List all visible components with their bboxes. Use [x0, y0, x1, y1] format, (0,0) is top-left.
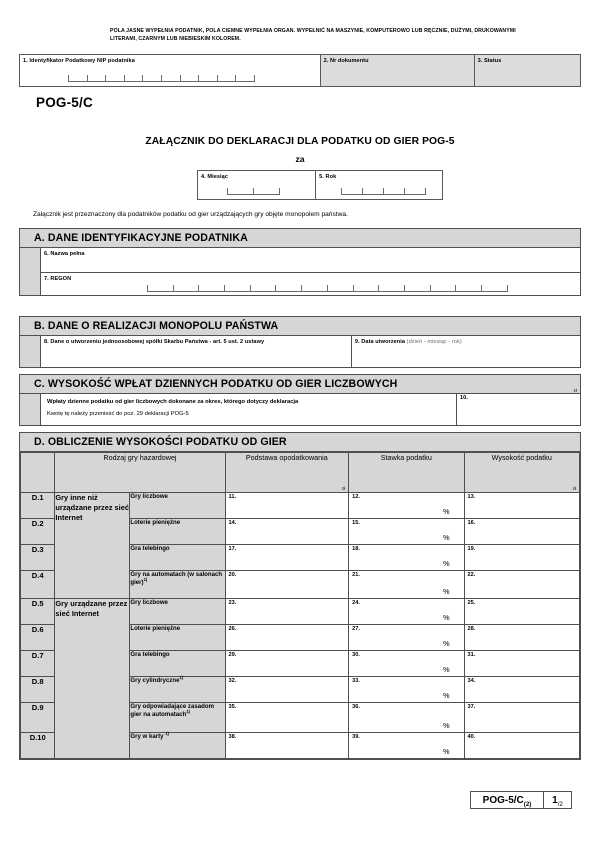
amount-input-d10[interactable]	[464, 733, 579, 759]
daily-payments-line2: Kwotę tę należy przenieść do poz. 29 deklaracji POG-5	[47, 411, 189, 417]
row-name-d3-text: Gra telebingo	[130, 545, 170, 552]
amount-pos-d8: 34.	[467, 678, 476, 684]
percent-d5: %	[442, 613, 450, 622]
section-d-heading: D. OBLICZENIE WYSOKOŚCI PODATKU OD GIER	[20, 433, 580, 452]
attachment-note: Załącznik jest przeznaczony dla podatników podatku od gier urządzających gry objęte monopolem państwa.	[33, 211, 348, 218]
section-a-heading: A. DANE IDENTYFIKACYJNE PODATNIKA	[20, 229, 580, 248]
regon-field[interactable]	[41, 273, 580, 295]
column-header-kind: Rodzaj gry hazardowej	[55, 453, 225, 493]
amount-input-d9[interactable]	[464, 703, 579, 733]
row-name-d10	[130, 730, 225, 759]
table-row	[21, 599, 580, 625]
rate-input-d3[interactable]	[349, 545, 464, 571]
daily-payments-description	[41, 394, 456, 425]
amount-input-d4[interactable]	[464, 571, 579, 599]
row-name-d9-sup: 1)	[186, 708, 190, 714]
amount-input-d2[interactable]	[464, 519, 579, 545]
percent-d2: %	[442, 533, 450, 542]
column-header-amount	[464, 453, 579, 493]
page-footer	[470, 791, 572, 809]
monopoly-company-label: 8. Dane o utworzeniu jednoosobowej spółki Skarbu Państwa - art. 5 ust. 2 ustawy	[44, 338, 265, 345]
rate-pos-d9: 36.	[352, 704, 360, 710]
month-field[interactable]	[198, 171, 315, 199]
row-id-d3: D.3	[21, 545, 55, 571]
rate-pos-d1: 12.	[352, 494, 360, 500]
row-name-d8	[130, 674, 225, 703]
column-header-id	[21, 453, 55, 493]
section-b-heading: B. DANE O REALIZACJI MONOPOLU PAŃSTWA	[20, 317, 580, 336]
percent-d9: %	[442, 721, 450, 730]
month-comb-cells[interactable]	[227, 186, 280, 195]
row-name-d5	[130, 599, 225, 625]
base-input-d1[interactable]	[225, 493, 349, 519]
rate-input-d5[interactable]	[349, 599, 464, 625]
section-a-gutter	[20, 248, 41, 295]
rate-pos-d2: 15.	[352, 520, 360, 526]
za-label: za	[295, 154, 305, 164]
amount-input-d6[interactable]	[464, 625, 579, 651]
year-comb-cells[interactable]	[341, 186, 426, 195]
section-b-gutter	[20, 336, 41, 367]
percent-d4: %	[442, 587, 450, 596]
percent-d1: %	[442, 507, 450, 516]
section-c-heading-text: C. WYSOKOŚĆ WPŁAT DZIENNYCH PODATKU OD GIER LICZBOWYCH	[34, 378, 398, 390]
base-input-d9[interactable]	[225, 703, 349, 733]
month-label: 4. Miesiąc	[201, 173, 228, 180]
base-pos-d1: 11.	[228, 494, 237, 500]
base-input-d4[interactable]	[225, 571, 349, 599]
base-pos-d3: 17.	[228, 546, 237, 552]
rate-input-d8[interactable]	[349, 677, 464, 703]
row-name-d8-sup: 1)	[179, 674, 184, 680]
nip-field[interactable]	[20, 55, 320, 86]
amount-pos-d7: 31.	[467, 652, 476, 658]
row-id-d7: D.7	[21, 651, 55, 677]
footer-form-code-text: POG-5/C	[482, 795, 524, 806]
column-header-amount-text: Wysokość podatku	[491, 453, 552, 462]
base-pos-d10: 38.	[228, 734, 237, 740]
regon-comb-cells[interactable]	[147, 283, 508, 292]
base-pos-d7: 29.	[228, 652, 237, 658]
amount-pos-d5: 25.	[467, 600, 476, 606]
rate-input-d2[interactable]	[349, 519, 464, 545]
amount-input-d1[interactable]	[464, 493, 579, 519]
period-row	[197, 170, 443, 200]
percent-d6: %	[442, 639, 450, 648]
daily-payments-line1: Wpłaty dzienne podatku od gier liczbowych dokonane za okres, którego dotyczy deklaracja	[47, 399, 299, 405]
rate-input-d9[interactable]	[349, 703, 464, 733]
base-input-d2[interactable]	[225, 519, 349, 545]
rate-pos-d5: 24.	[352, 600, 360, 606]
nazwa-pelna-field[interactable]	[41, 248, 580, 273]
creation-date-label	[352, 336, 580, 345]
form-instruction: POLA JASNE WYPEŁNIA PODATNIK, POLA CIEMNE WYPEŁNIA ORGAN. WYPEŁNIĆ NA MASZYNIE, KOMPUTEROWO LUB RĘCZNIE, DUŻYMI, DRUKOWANYMI LITERAMI, CZARNYM LUB NIEBIESKIM KOLOREM.	[110, 28, 516, 43]
base-pos-d2: 14.	[228, 520, 237, 526]
group-label-non-internet: Gry inne niż urządzane przez sieć Internet	[55, 493, 130, 599]
section-c-currency: zł	[573, 388, 577, 393]
row-name-d3	[130, 545, 225, 571]
year-field[interactable]	[315, 171, 442, 199]
base-pos-d8: 32.	[228, 678, 237, 684]
row-name-d5-text: Gry liczbowe	[130, 599, 168, 606]
row-name-d4-text: Gry na automatach (w salonach gier)	[130, 571, 223, 586]
percent-d7: %	[442, 665, 450, 674]
base-input-d7[interactable]	[225, 651, 349, 677]
rate-pos-d10: 39.	[352, 734, 360, 740]
rate-pos-d6: 27.	[352, 626, 360, 632]
amount-pos-d3: 19.	[467, 546, 476, 552]
percent-d3: %	[442, 559, 450, 568]
row-name-d9	[130, 703, 225, 733]
base-input-d6[interactable]	[225, 625, 349, 651]
section-c	[19, 374, 581, 426]
amount-pos-d1: 13.	[467, 494, 476, 500]
row-id-d6: D.6	[21, 625, 55, 651]
amount-pos-d4: 22.	[467, 572, 476, 578]
row-name-d4	[130, 571, 225, 599]
base-pos-d6: 26.	[228, 626, 237, 632]
section-a	[19, 228, 581, 296]
row-id-d9: D.9	[21, 703, 55, 733]
row-name-d2	[130, 519, 225, 545]
row-name-d1	[130, 493, 225, 519]
amount-pos-d9: 37.	[467, 704, 476, 710]
rate-input-d6[interactable]	[349, 625, 464, 651]
rate-input-d10[interactable]	[349, 733, 464, 759]
document-number-field[interactable]	[320, 55, 474, 86]
rate-input-d4[interactable]	[349, 571, 464, 599]
section-b	[19, 316, 581, 368]
row-name-d10-sup: 1)	[165, 730, 169, 736]
base-input-d10[interactable]	[225, 733, 349, 759]
table-header-row	[21, 453, 580, 493]
row-name-d6	[130, 625, 225, 651]
row-name-d7	[130, 651, 225, 677]
status-label: 3. Status	[477, 57, 502, 64]
row-name-d2-text: Loterie pieniężne	[130, 519, 181, 526]
amount-pos-d10: 40.	[467, 734, 476, 740]
footer-form-code-version: (2)	[523, 801, 532, 808]
footer-page-current: 1	[552, 795, 558, 806]
rate-input-d1[interactable]	[349, 493, 464, 519]
creation-date-label-hint: (dzień - miesiąc - rok)	[406, 338, 462, 345]
rate-input-d7[interactable]	[349, 651, 464, 677]
row-name-d7-text: Gra telebingo	[130, 651, 170, 658]
row-id-d1: D.1	[21, 493, 55, 519]
page-title: ZAŁĄCZNIK DO DEKLARACJI DLA PODATKU OD GIER POG-5	[145, 136, 455, 147]
tax-calculation-table	[20, 452, 580, 759]
column-header-base-currency: zł	[341, 486, 346, 491]
section-c-heading	[20, 375, 580, 394]
base-input-d3[interactable]	[225, 545, 349, 571]
base-pos-d5: 23.	[228, 600, 237, 606]
amount-pos-d2: 16.	[467, 520, 476, 526]
section-d	[19, 432, 581, 760]
monopoly-company-field[interactable]	[41, 336, 351, 367]
row-id-d2: D.2	[21, 519, 55, 545]
position-10-number: 10.	[460, 395, 468, 401]
row-name-d4-sup: 1)	[143, 576, 148, 582]
amount-input-d5[interactable]	[464, 599, 579, 625]
nip-label: 1. Identyfikator Podatkowy NIP podatnika	[23, 57, 135, 64]
percent-d8: %	[442, 691, 450, 700]
base-input-d5[interactable]	[225, 599, 349, 625]
row-id-d5: D.5	[21, 599, 55, 625]
column-header-base	[225, 453, 349, 493]
footer-page-number	[543, 792, 571, 808]
base-input-d8[interactable]	[225, 677, 349, 703]
column-header-rate: Stawka podatku	[349, 453, 464, 493]
amount-input-d7[interactable]	[464, 651, 579, 677]
row-id-d8: D.8	[21, 677, 55, 703]
rate-pos-d3: 18.	[352, 546, 360, 552]
row-id-d4: D.4	[21, 571, 55, 599]
row-name-d9-text: Gry odpowiadające zasadom gier na automatach	[130, 703, 215, 718]
footer-page-total: /2	[557, 801, 563, 808]
group-label-internet: Gry urządzane przez sieć Internet	[55, 599, 130, 759]
table-row	[21, 493, 580, 519]
nip-comb-cells[interactable]	[68, 73, 255, 82]
document-number-label: 2. Nr dokumentu	[323, 57, 369, 64]
footer-form-code	[471, 792, 543, 808]
creation-date-label-main: 9. Data utworzenia	[354, 338, 406, 345]
row-name-d1-text: Gry liczbowe	[130, 493, 168, 500]
row-id-d10: D.10	[21, 733, 55, 759]
base-pos-d9: 35.	[228, 704, 237, 710]
column-header-base-text: Podstawa opodatkowania	[245, 453, 328, 462]
section-c-gutter	[20, 394, 41, 425]
rate-pos-d4: 21.	[352, 572, 360, 578]
rate-pos-d7: 30.	[352, 652, 360, 658]
amount-input-d8[interactable]	[464, 677, 579, 703]
amount-input-d3[interactable]	[464, 545, 579, 571]
header-fields-row	[19, 54, 581, 87]
base-pos-d4: 20.	[228, 572, 237, 578]
nazwa-pelna-label: 6. Nazwa pełna	[44, 250, 85, 257]
creation-date-field[interactable]	[351, 336, 580, 367]
row-name-d6-text: Loterie pieniężne	[130, 625, 181, 632]
regon-label: 7. REGON	[44, 275, 72, 282]
position-10-field[interactable]	[456, 394, 580, 425]
row-name-d10-text: Gry w karty	[130, 733, 166, 740]
column-header-amount-currency: zł	[572, 486, 576, 491]
year-label: 5. Rok	[319, 173, 337, 180]
amount-pos-d6: 28.	[467, 626, 476, 632]
status-field[interactable]	[474, 55, 580, 86]
percent-d10: %	[442, 747, 450, 756]
row-name-d8-text: Gry cylindryczne	[130, 677, 180, 684]
form-code: POG-5/C	[36, 95, 93, 110]
rate-pos-d8: 33.	[352, 678, 360, 684]
